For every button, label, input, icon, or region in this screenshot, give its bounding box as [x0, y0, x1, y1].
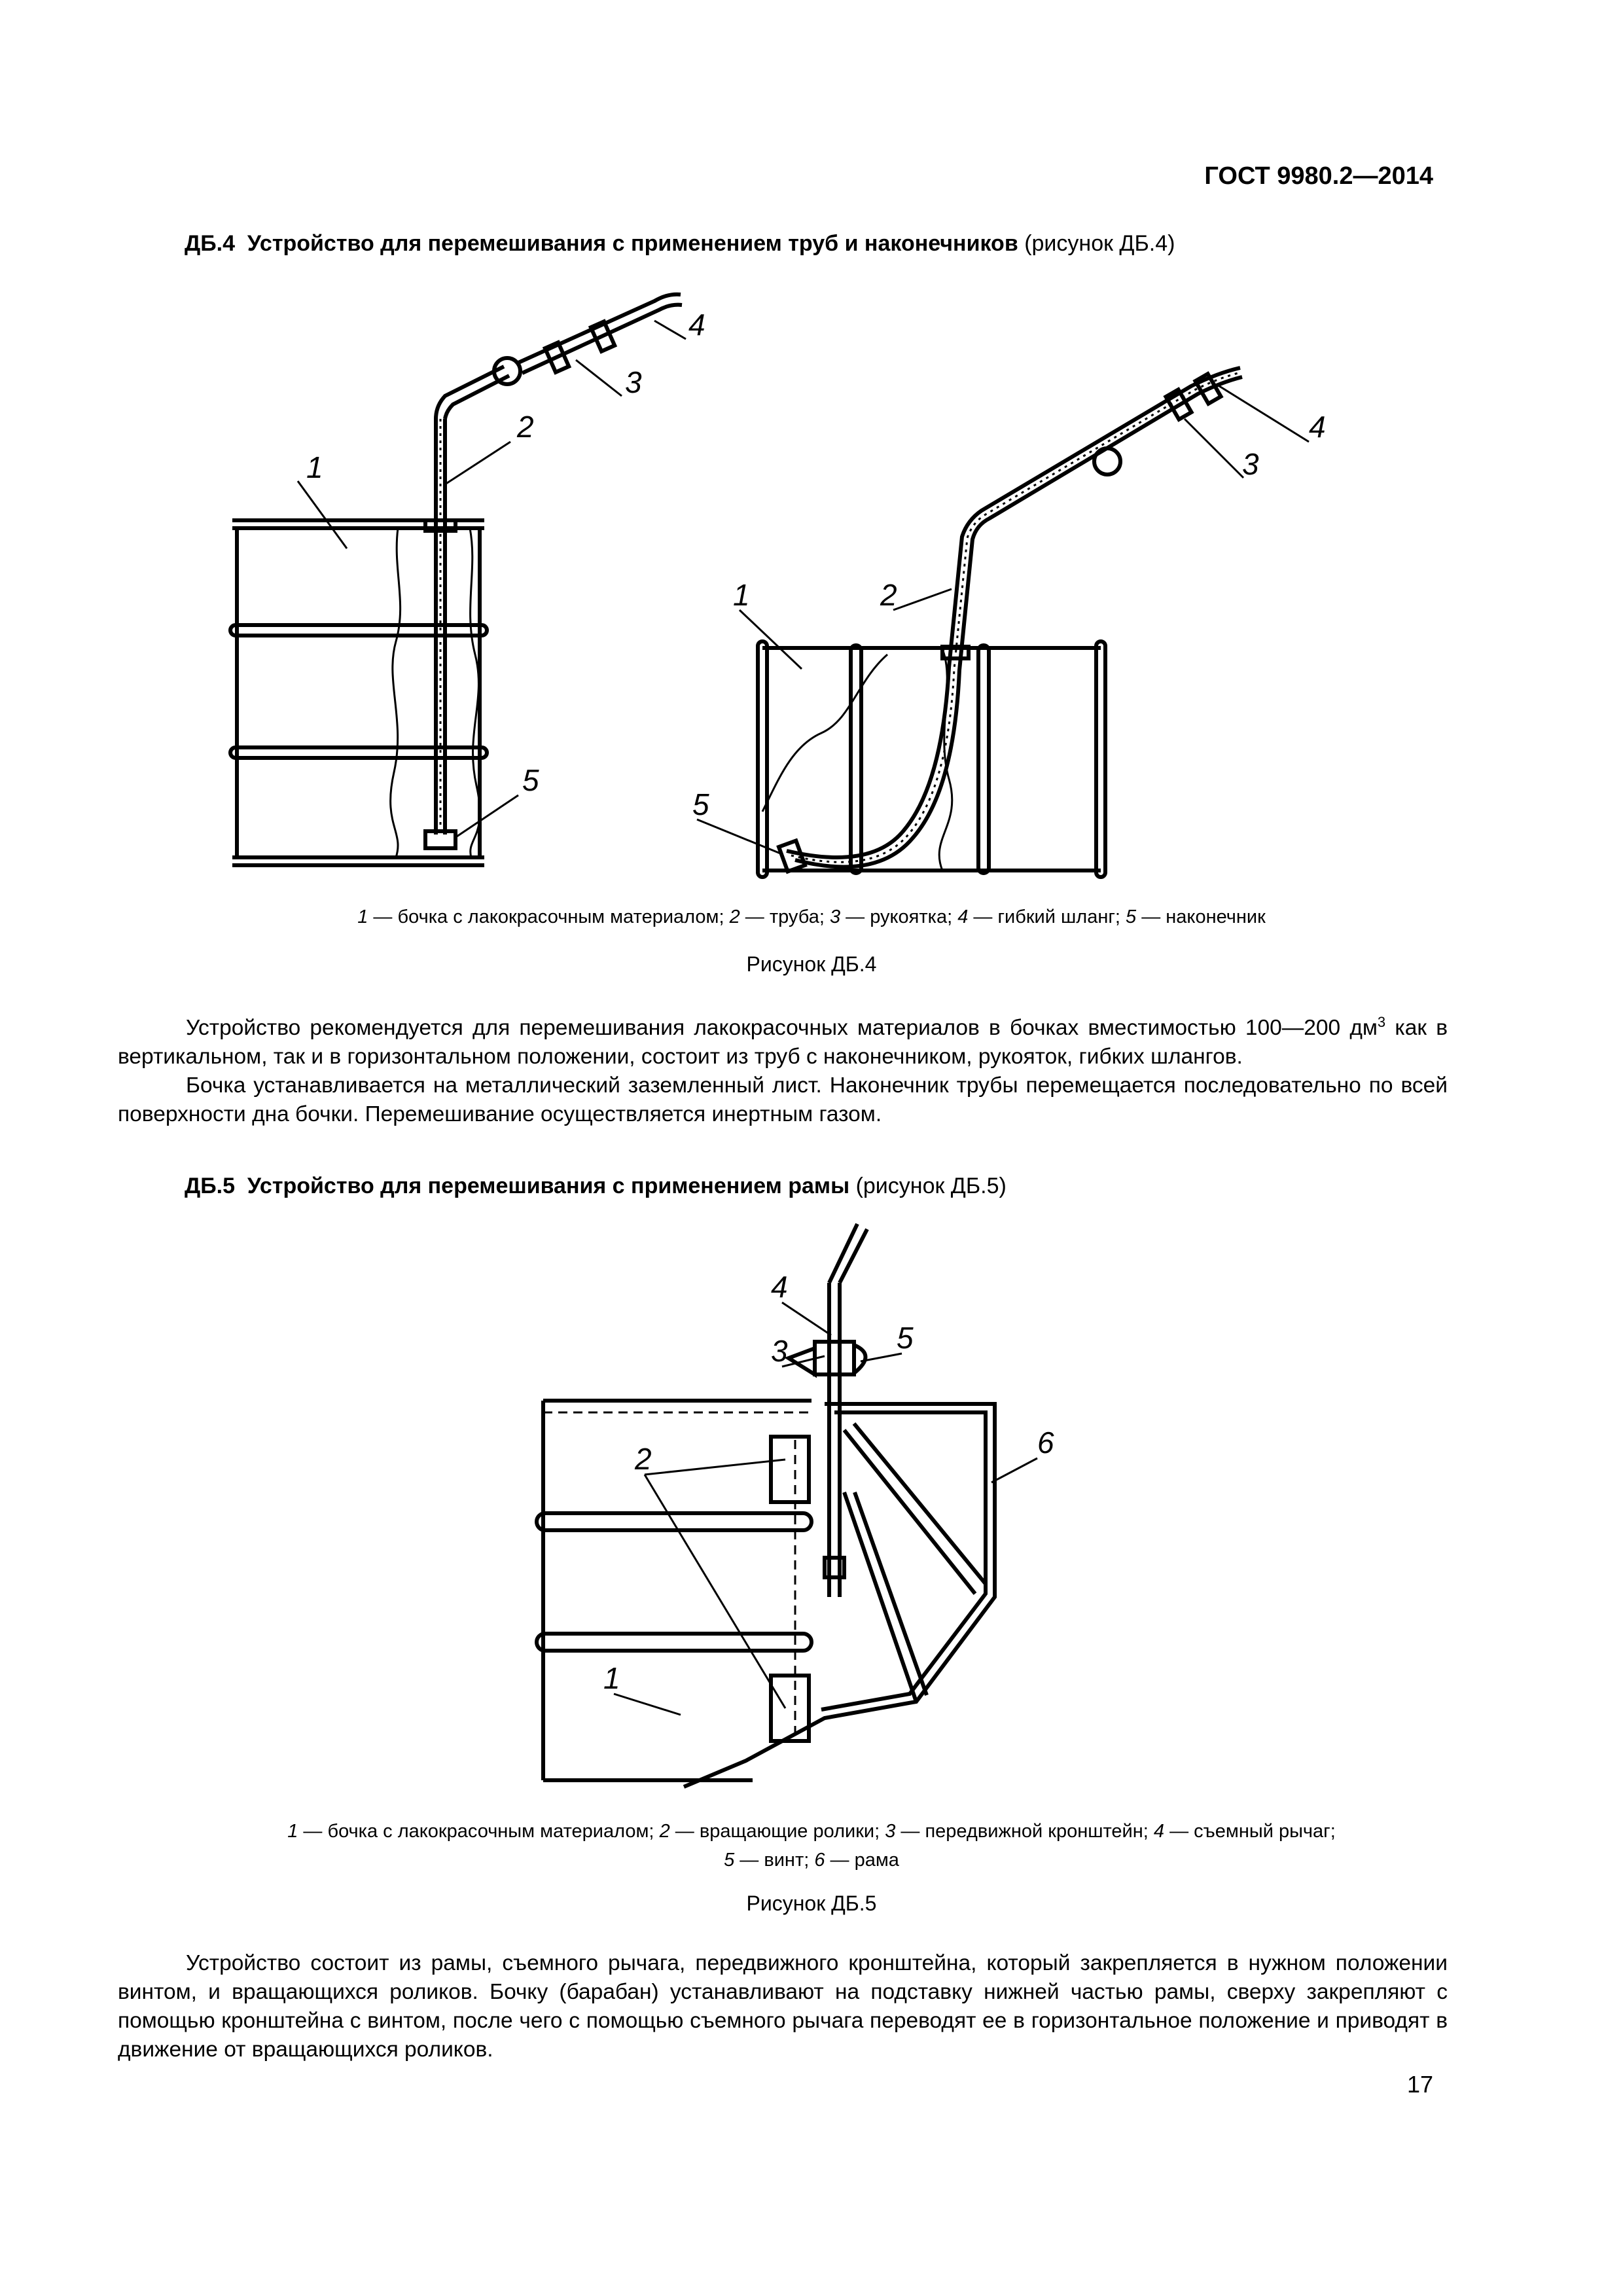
- figure-db5-legend-line1: 1 — бочка с лакокрасочным материалом; 2 — вращающие ролики; 3 — передвижной кронштейн; 4 — съемный рычаг;: [287, 1821, 1336, 1842]
- figure-db4-caption: Рисунок ДБ.4: [746, 952, 877, 976]
- vertical-barrel: [230, 520, 487, 865]
- figure-db4-legend: 1 — бочка с лакокрасочным материалом; 2 — труба; 3 — рукоятка; 4 — гибкий шланг; 5 — наконечник: [357, 906, 1266, 927]
- db5-body-text: [118, 1949, 1448, 2064]
- label-4: 4: [688, 308, 705, 342]
- label-1: 1: [603, 1661, 620, 1695]
- section-number: ДБ.4: [185, 231, 236, 256]
- vertical-pipe: [425, 295, 682, 848]
- roller-upper: [771, 1437, 809, 1502]
- horizontal-barrel: [758, 641, 1105, 877]
- label-3: 3: [771, 1334, 788, 1368]
- bent-pipe: [779, 368, 1242, 872]
- figure-db5-legend-line2: 5 — винт; 6 — рама: [724, 1850, 899, 1871]
- label-1: 1: [306, 450, 323, 484]
- paragraph: Устройство рекомендуется для перемешивания лакокрасочных материалов в бочках вместимостью 100—200 $дм^3$ как в вертикальном, так и в горизонтальном положении, состоит из труб с наконечником, рукояток, гибких шлангов.: [118, 1014, 1448, 1069]
- label-1b: 1: [733, 578, 750, 612]
- section-heading-db5: [185, 1174, 1007, 1199]
- label-5: 5: [897, 1321, 914, 1355]
- label-2: 2: [635, 1442, 652, 1476]
- document-header: ГОСТ 9980.2—2014: [1204, 162, 1433, 190]
- label-2b: 2: [880, 578, 897, 612]
- label-4b: 4: [1309, 410, 1326, 444]
- section-heading-db4: [185, 231, 1175, 257]
- page-number: 17: [1406, 2071, 1433, 2098]
- label-5: 5: [522, 763, 539, 797]
- section-title: Устройство для перемешивания с применением труб и наконечников: [247, 231, 1018, 256]
- nozzle-shape: [425, 831, 455, 848]
- section-figure-ref: (рисунок ДБ.5): [855, 1174, 1007, 1198]
- valve-icon-2: [1094, 448, 1120, 475]
- section-number: ДБ.5: [185, 1174, 236, 1198]
- label-3b: 3: [1242, 447, 1259, 481]
- figure-db5-drawing: [458, 1217, 1113, 1793]
- label-2: 2: [517, 410, 534, 444]
- paragraph: Бочка устанавливается на металлический заземленный лист. Наконечник трубы перемещается последовательно по всей поверхности дна бочки. Перемешивание осуществляется инертным газом.: [118, 1073, 1448, 1127]
- label-6: 6: [1037, 1426, 1054, 1460]
- section-title: Устройство для перемешивания с применением рамы: [247, 1174, 850, 1198]
- db4-body-text: [118, 1008, 1448, 1129]
- figure-db4-drawing: [196, 262, 1374, 897]
- label-4: 4: [771, 1270, 788, 1304]
- section-figure-ref: (рисунок ДБ.4): [1024, 231, 1175, 256]
- label-3: 3: [625, 365, 642, 399]
- label-5b: 5: [692, 787, 709, 821]
- figure-db5-caption: Рисунок ДБ.5: [746, 1892, 877, 1915]
- paragraph: Устройство состоит из рамы, съемного рычага, передвижного кронштейна, который закрепляется в нужном положении винтом, и вращающихся роликов. Бочку (барабан) устанавливают на подставку нижней частью рамы, сверху закрепляют с помощью кронштейна с винтом, после чего с помощью съемного рычага переводят ее в горизонтальное положение и приводят в движение от вращающихся роликов.: [118, 1951, 1448, 2062]
